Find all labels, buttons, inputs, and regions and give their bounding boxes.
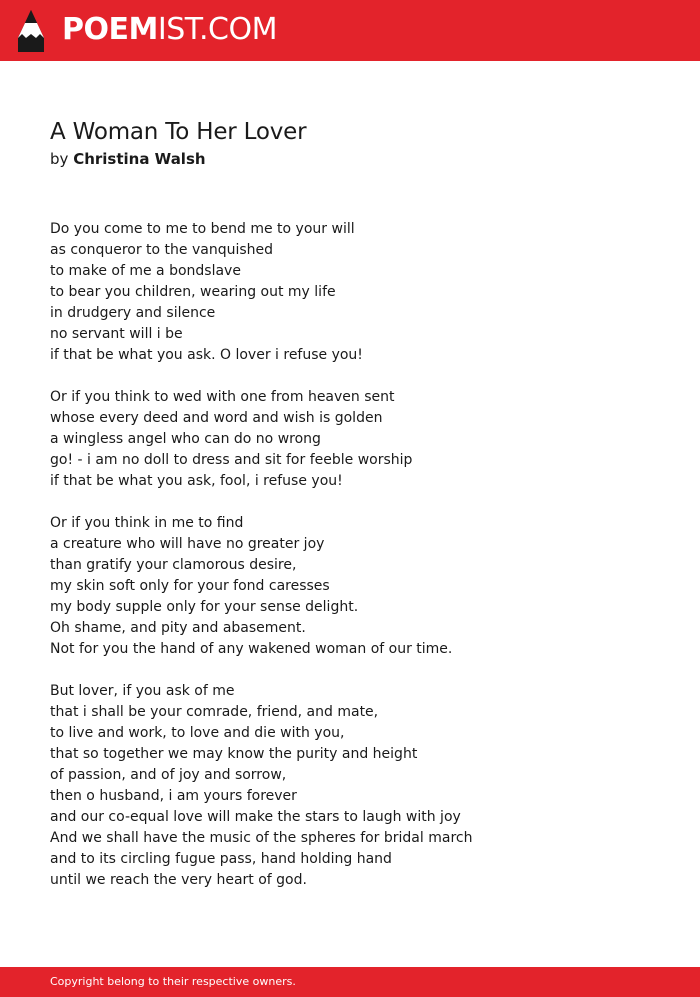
stanza <box>50 219 670 366</box>
poem-line: Or if you think to wed with one from heaven sent <box>50 389 395 405</box>
poem-line: if that be what you ask. O lover i refuse you! <box>50 347 363 363</box>
poem-line: my body supple only for your sense delight. <box>50 599 359 615</box>
poem-line: whose every deed and word and wish is golden <box>50 410 383 426</box>
poem-line: in drudgery and silence <box>50 305 216 321</box>
poem-line: of passion, and of joy and sorrow, <box>50 767 287 783</box>
poem-line: to make of me a bondslave <box>50 263 241 279</box>
poem-line: as conqueror to the vanquished <box>50 242 274 258</box>
poem-line: then o husband, i am yours forever <box>50 788 297 804</box>
poem-line: Not for you the hand of any wakened woman of our time. <box>50 641 453 657</box>
poem-line: no servant will i be <box>50 326 183 342</box>
logo-light-text: IST.COM <box>157 12 277 47</box>
site-header <box>0 0 700 61</box>
poem-line: a wingless angel who can do no wrong <box>50 431 321 447</box>
poem-line: And we shall have the music of the spheres for bridal march <box>50 830 473 846</box>
poem-line: Oh shame, and pity and abasement. <box>50 620 306 636</box>
poem-line: But lover, if you ask of me <box>50 683 235 699</box>
poem-line: than gratify your clamorous desire, <box>50 557 297 573</box>
site-logo[interactable] <box>62 12 277 48</box>
poem-line: to live and work, to love and die with you, <box>50 725 345 741</box>
pencil-icon[interactable] <box>18 10 44 52</box>
logo-bold-text: POEM <box>62 12 158 47</box>
poem-line: go! - i am no doll to dress and sit for feeble worship <box>50 452 413 468</box>
poem-line: Or if you think in me to find <box>50 515 244 531</box>
stanza <box>50 387 670 492</box>
byline-prefix: by <box>50 150 69 168</box>
poem-line: Do you come to me to bend me to your will <box>50 221 355 237</box>
poem-line: until we reach the very heart of god. <box>50 872 307 888</box>
poem-line: to bear you children, wearing out my life <box>50 284 336 300</box>
poem-line: and our co-equal love will make the stars to laugh with joy <box>50 809 461 825</box>
author-name: Christina Walsh <box>73 150 206 168</box>
stanza <box>50 513 670 660</box>
poem-body <box>50 219 670 912</box>
copyright-text: Copyright belong to their respective owners. <box>50 975 296 988</box>
byline <box>50 148 206 170</box>
poem-title: A Woman To Her Lover <box>50 119 307 145</box>
poem-line: if that be what you ask, fool, i refuse you! <box>50 473 343 489</box>
site-footer <box>0 967 700 997</box>
poem-line: that i shall be your comrade, friend, and mate, <box>50 704 379 720</box>
poem-line: that so together we may know the purity and height <box>50 746 418 762</box>
poem-line: my skin soft only for your fond caresses <box>50 578 330 594</box>
poem-line: and to its circling fugue pass, hand holding hand <box>50 851 392 867</box>
poem-line: a creature who will have no greater joy <box>50 536 325 552</box>
stanza <box>50 681 670 891</box>
